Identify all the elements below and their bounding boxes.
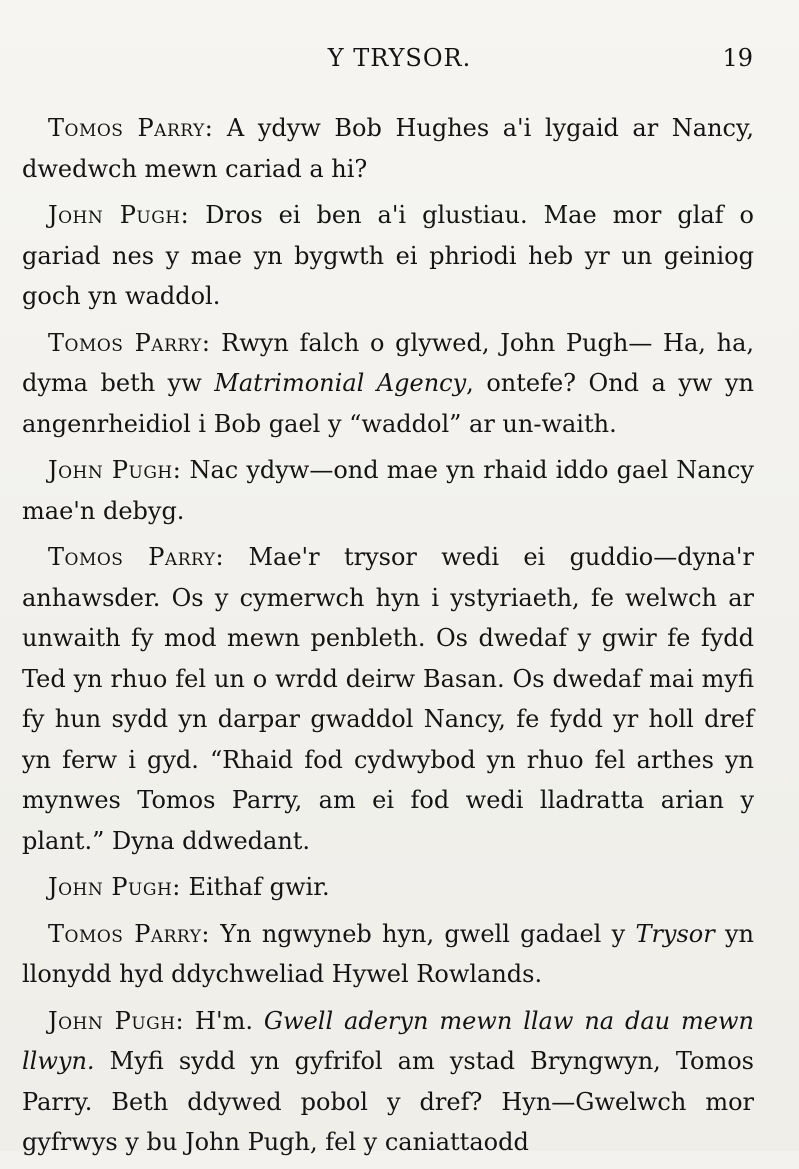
speaker-name: Tomos Parry: xyxy=(48,919,211,948)
speaker-name: John Pugh: xyxy=(48,1006,185,1035)
page-number: 19 xyxy=(722,44,753,72)
dialogue-text: Rwyn falch o glywed, John Pugh— Ha, ha, dyma beth yw xyxy=(22,328,755,397)
dialogue-paragraph xyxy=(22,867,754,908)
dialogue-text: A ydyw Bob Hughes a'i lygaid ar Nancy, dwedwch mewn cariad a hi? xyxy=(22,114,755,183)
speaker-name: John Pugh: xyxy=(48,873,181,901)
speaker-name: John Pugh: xyxy=(48,456,182,484)
running-title: Y TRYSOR. xyxy=(327,44,472,72)
dialogue-text: , ontefe? Ond a yw yn angenrheidiol i Bob gael y “waddol” ar un-waith. xyxy=(22,369,754,438)
dialogue-text: Yn ngwyneb hyn, gwell gadael y xyxy=(210,919,636,948)
dialogue-paragraph xyxy=(22,1001,754,1163)
dialogue-text: H'm. xyxy=(184,1006,264,1035)
speaker-name: Tomos Parry: xyxy=(48,328,211,357)
dialogue-paragraph xyxy=(22,323,754,445)
italic-phrase: Gwell aderyn mewn llaw na dau mewn llwyn. xyxy=(22,1006,754,1075)
dialogue-paragraph xyxy=(22,195,754,317)
dialogue-paragraph xyxy=(22,108,754,189)
dialogue-text: Eithaf gwir. xyxy=(180,873,330,901)
speaker-name: Tomos Parry: xyxy=(48,543,225,571)
page-header xyxy=(0,44,799,80)
dialogue-paragraph xyxy=(22,450,754,531)
dialogue-text: Mae'r trysor wedi ei guddio—dyna'r anhawsder. Os y cymerwch hyn i ystyriaeth, fe welwch ar unwaith fy mod mewn penbleth. Os dwedaf y gwir fe fydd Ted yn rhuo fel un o wrdd deirw Basan. Os dwedaf mai myfi fy hun sydd yn darpar gwaddol Nancy, fe fydd yr holl dref yn ferw i gyd. “Rhaid fod cydwybod yn rhuo fel arthes yn mynwes Tomos Parry, am ei fod wedi lladratta arian y plant.” Dyna ddwedant. xyxy=(22,543,754,855)
dialogue-text: Dros ei ben a'i glustiau. Mae mor glaf o gariad nes y mae yn bygwth ei phriodi heb yr un geiniog goch yn waddol. xyxy=(22,201,754,310)
dialogue-text: yn llonydd hyd ddychweliad Hywel Rowlands. xyxy=(22,919,754,988)
dialogue-paragraph xyxy=(22,537,754,861)
speaker-name: John Pugh: xyxy=(48,201,190,229)
italic-phrase: Matrimonial Agency xyxy=(214,369,467,397)
italic-phrase: Trysor xyxy=(635,919,715,948)
dialogue-text: Myfi sydd yn gyfrifol am ystad Bryngwyn, Tomos Parry. Beth ddywed pobol y dref? Hyn—Gwelwch mor gyfrwys y bu John Pugh, fel y caniattaodd xyxy=(22,1047,754,1156)
dialogue-text: Nac ydyw—ond mae yn rhaid iddo gael Nancy mae'n debyg. xyxy=(22,456,754,525)
page-body xyxy=(22,108,754,1169)
speaker-name: Tomos Parry: xyxy=(48,114,214,142)
dialogue-paragraph xyxy=(22,914,754,995)
